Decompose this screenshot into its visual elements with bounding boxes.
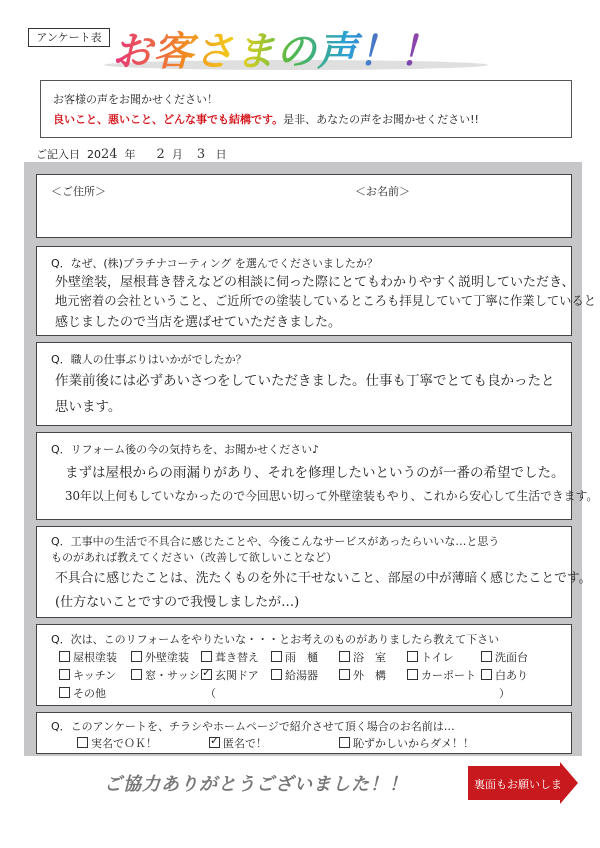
- form-tag: アンケート表: [28, 28, 110, 47]
- reform-option-label: 給湯器: [285, 669, 318, 682]
- entry-date: [36, 146, 227, 162]
- reform-option[interactable]: [131, 667, 200, 683]
- reform-option-label: キッチン: [73, 669, 117, 682]
- intro-line-2-red: 良いこと、悪いこと、どんな事でも結構です。: [53, 113, 284, 126]
- thanks-message: ご協力ありがとうございました！！: [104, 774, 408, 795]
- checkbox[interactable]: [339, 737, 350, 748]
- reform-option[interactable]: [407, 649, 453, 665]
- publish-option[interactable]: [77, 735, 157, 751]
- date-year-label: 年: [124, 148, 136, 161]
- reform-option-label: 外壁塗装: [145, 651, 189, 664]
- question-text: Q．次は、このリフォームをやりたいな・・・とお考えのものがありましたら教えて下さい: [51, 633, 500, 646]
- answer-line: 思います。: [55, 399, 122, 415]
- checkbox[interactable]: [407, 669, 418, 680]
- reform-option[interactable]: [59, 649, 117, 665]
- date-day[interactable]: 3: [196, 147, 206, 162]
- checkbox[interactable]: [59, 669, 70, 680]
- answer-line: まずは屋根からの雨漏りがあり、それを修理したいというのが一番の希望でした。: [65, 465, 565, 481]
- reform-option[interactable]: [201, 667, 259, 683]
- publish-option[interactable]: [209, 735, 267, 751]
- reform-option[interactable]: [407, 667, 476, 683]
- date-label: ご記入日: [36, 148, 80, 161]
- answer-line: (仕方ないことですので我慢しましたが…): [55, 595, 300, 610]
- intro-line-2-rest: 是非、あなたの声をお聞かせください!!: [283, 113, 479, 126]
- question-text: Q．なぜ、(株)プラチナコーティング を選んでくださいましたか？: [51, 257, 378, 270]
- answer-line: 30年以上何もしていなかったので今回思い切って外壁塗装もやり、これから安心して生活できます。: [65, 489, 599, 503]
- answer-line: 外壁塗装，屋根葺き替えなどの相談に伺った際にとてもわかりやすく説明していただき、: [55, 275, 575, 290]
- publish-box: [36, 712, 572, 754]
- reform-option-label: 白あり: [495, 669, 528, 682]
- back-page-arrow: [468, 766, 584, 800]
- address-name-box[interactable]: [36, 174, 572, 238]
- reform-option[interactable]: [481, 649, 528, 665]
- question-text-2: ものがあれば教えてください（改善して欲しいことなど）: [51, 551, 337, 564]
- checkbox[interactable]: [201, 651, 212, 662]
- name-label: ＜お名前＞: [355, 185, 410, 198]
- answer-line: 不具合に感じたことは、洗たくものを外に干せないこと、部屋の中が薄暗く感じたことです。: [55, 571, 592, 586]
- date-day-label: 日: [215, 148, 227, 161]
- checkbox[interactable]: [59, 651, 70, 662]
- checkbox[interactable]: [339, 669, 350, 680]
- next-reform-box: [36, 624, 572, 706]
- date-year[interactable]: 24: [101, 147, 118, 162]
- checkbox[interactable]: [131, 651, 142, 662]
- question-box-1[interactable]: [36, 246, 597, 336]
- checkbox[interactable]: [209, 737, 220, 748]
- publish-option-label: 恥ずかしいからダメ！！: [353, 737, 474, 750]
- other-paren-open: （: [205, 687, 216, 700]
- reform-option[interactable]: [339, 667, 386, 683]
- checkbox[interactable]: [407, 651, 418, 662]
- reform-option-label: 外 構: [353, 669, 386, 682]
- answer-line: 作業前後には必ずあいさつをしていただきました。仕事も丁寧でとても良かったと: [55, 373, 555, 389]
- checkbox[interactable]: [77, 737, 88, 748]
- reform-option[interactable]: [271, 649, 318, 665]
- reform-option[interactable]: [59, 667, 116, 683]
- checkbox[interactable]: [481, 651, 492, 662]
- intro-line-1: お客様の声をお聞かせください！: [53, 93, 218, 106]
- checkbox[interactable]: [339, 651, 350, 662]
- date-era: 20: [87, 148, 101, 161]
- address-label: ＜ご住所＞: [51, 185, 106, 198]
- question-text: Q．このアンケートを、チラシやホームページで紹介させて頂く場合のお名前は…: [51, 720, 455, 733]
- checkbox[interactable]: [271, 669, 282, 680]
- date-month[interactable]: 2: [156, 147, 165, 162]
- reform-option-label: 葺き替え: [215, 651, 259, 664]
- date-month-label: 月: [171, 148, 183, 161]
- question-text: Q．リフォーム後の今の気持ちを、お聞かせください♪: [51, 443, 320, 456]
- reform-option-label: トイレ: [421, 651, 454, 664]
- checkbox[interactable]: [481, 669, 492, 680]
- checkbox[interactable]: [201, 669, 212, 680]
- reform-option[interactable]: [59, 685, 106, 701]
- answer-line: 地元密着の会社ということ、ご近所での塗装しているところも拝見していて丁寧に作業していると: [55, 294, 597, 308]
- reform-option-label: 雨 樋: [285, 651, 318, 664]
- reform-option[interactable]: [271, 667, 318, 683]
- question-box-3[interactable]: [36, 432, 599, 520]
- other-paren-close: ）: [499, 687, 510, 700]
- reform-option-label: カーポート: [421, 669, 476, 682]
- reform-option-label: 浴 室: [353, 651, 386, 664]
- intro-line-2: [53, 111, 479, 127]
- reform-option[interactable]: [201, 649, 259, 665]
- question-text: Q．工事中の生活で不具合に感じたことや、今後こんなサービスがあったらいいな…と思う: [51, 535, 500, 548]
- question-box-4[interactable]: [36, 526, 592, 618]
- reform-option-label: 窓・サッシ: [145, 669, 200, 682]
- publish-option-label: 実名でＯＫ！: [91, 737, 157, 750]
- reform-option[interactable]: [131, 649, 189, 665]
- checkbox[interactable]: [131, 669, 142, 680]
- answer-line: 感じましたので当店を選ばせていただきました。: [55, 315, 342, 330]
- publish-option-label: 匿名で！: [223, 737, 267, 750]
- reform-option[interactable]: [481, 667, 528, 683]
- reform-option[interactable]: [339, 649, 386, 665]
- question-box-2[interactable]: [36, 342, 572, 426]
- back-page-note: 裏面もお願いします。: [474, 778, 584, 791]
- reform-option-label: 屋根塗装: [73, 651, 117, 664]
- publish-option[interactable]: [339, 735, 474, 751]
- reform-option-label: その他: [73, 687, 106, 700]
- intro-scroll: [40, 80, 572, 138]
- checkbox[interactable]: [59, 687, 70, 698]
- reform-option-label: 洗面台: [495, 651, 528, 664]
- checkbox[interactable]: [271, 651, 282, 662]
- reform-option-label: 玄関ドア: [215, 669, 259, 682]
- page-title: お客さまの声！！: [112, 20, 440, 77]
- question-text: Q．職人の仕事ぶりはいかがでしたか？: [51, 353, 247, 366]
